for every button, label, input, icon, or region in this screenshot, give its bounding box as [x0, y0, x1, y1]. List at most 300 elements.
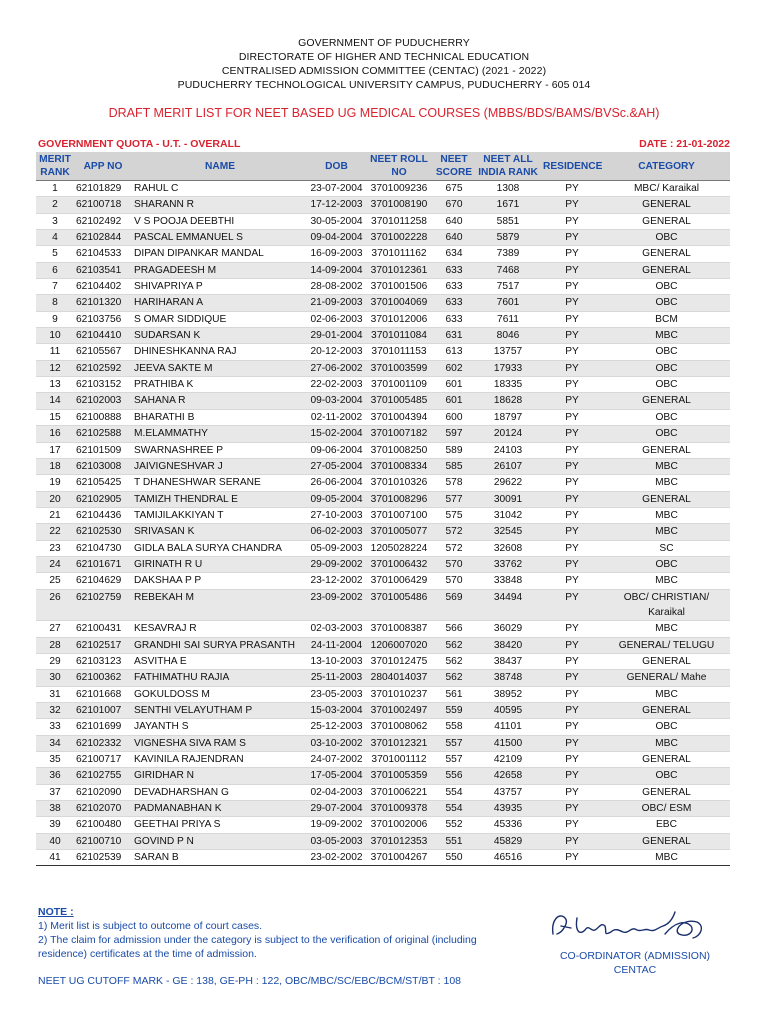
- cell-category: MBC: [603, 573, 730, 589]
- cell-app-no: 62104730: [74, 540, 132, 556]
- cell-merit-rank: 12: [36, 360, 74, 376]
- col-dob: DOB: [308, 152, 365, 181]
- cell-merit-rank: 25: [36, 573, 74, 589]
- cell-score: 554: [433, 801, 475, 817]
- cell-roll-no: 3701005077: [365, 524, 433, 540]
- cell-category: MBC: [603, 686, 730, 702]
- cell-app-no: 62103008: [74, 458, 132, 474]
- cell-roll-no: 3701012353: [365, 833, 433, 849]
- cell-merit-rank: 32: [36, 703, 74, 719]
- table-row: [36, 262, 730, 278]
- cell-residence: PY: [541, 475, 603, 491]
- cell-score: 572: [433, 524, 475, 540]
- cell-air: 46516: [475, 850, 541, 866]
- cell-app-no: 62103152: [74, 377, 132, 393]
- date-label: DATE : 21-01-2022: [639, 138, 730, 150]
- cell-roll-no: 3701011084: [365, 328, 433, 344]
- cell-score: 601: [433, 393, 475, 409]
- cell-air: 38437: [475, 653, 541, 669]
- note-line-1: 1) Merit list is subject to outcome of court cases.: [38, 920, 263, 932]
- cell-app-no: 62104629: [74, 573, 132, 589]
- cell-category: GENERAL: [603, 703, 730, 719]
- cell-name: JAIVIGNESHVAR J: [132, 458, 308, 474]
- cell-residence: PY: [541, 670, 603, 686]
- cell-score: 602: [433, 360, 475, 376]
- col-residence: RESIDENCE: [541, 152, 603, 181]
- table-row: [36, 328, 730, 344]
- cell-score: 569: [433, 589, 475, 621]
- cell-merit-rank: 3: [36, 213, 74, 229]
- cell-app-no: 62101320: [74, 295, 132, 311]
- signatory-org: CENTAC: [613, 964, 657, 976]
- table-row: [36, 442, 730, 458]
- cell-merit-rank: 9: [36, 311, 74, 327]
- cell-dob: 02-04-2003: [308, 784, 365, 800]
- cell-score: 562: [433, 653, 475, 669]
- cell-score: 577: [433, 491, 475, 507]
- cell-dob: 30-05-2004: [308, 213, 365, 229]
- cell-score: 550: [433, 850, 475, 866]
- cell-merit-rank: 5: [36, 246, 74, 262]
- cell-residence: PY: [541, 409, 603, 425]
- cell-category: MBC: [603, 524, 730, 540]
- cell-name: S OMAR SIDDIQUE: [132, 311, 308, 327]
- cell-residence: PY: [541, 703, 603, 719]
- cell-name: SENTHI VELAYUTHAM P: [132, 703, 308, 719]
- cell-name: SARAN B: [132, 850, 308, 866]
- cell-score: 597: [433, 426, 475, 442]
- cell-merit-rank: 7: [36, 279, 74, 295]
- cell-dob: 24-11-2004: [308, 637, 365, 653]
- cell-roll-no: 3701001506: [365, 279, 433, 295]
- table-row: [36, 279, 730, 295]
- cell-app-no: 62103123: [74, 653, 132, 669]
- cell-score: 613: [433, 344, 475, 360]
- cell-residence: PY: [541, 850, 603, 866]
- cell-name: PRAGADEESH M: [132, 262, 308, 278]
- table-row: [36, 491, 730, 507]
- cell-app-no: 62102759: [74, 589, 132, 621]
- cell-score: 675: [433, 181, 475, 197]
- cell-name: JEEVA SAKTE M: [132, 360, 308, 376]
- cell-dob: 20-12-2003: [308, 344, 365, 360]
- table-row: [36, 784, 730, 800]
- table-row: [36, 458, 730, 474]
- cell-roll-no: 3701010326: [365, 475, 433, 491]
- cell-roll-no: 3701007182: [365, 426, 433, 442]
- cell-score: 570: [433, 573, 475, 589]
- cell-air: 29622: [475, 475, 541, 491]
- cell-app-no: 62101829: [74, 181, 132, 197]
- cell-score: 601: [433, 377, 475, 393]
- cell-dob: 16-09-2003: [308, 246, 365, 262]
- cell-category: GENERAL: [603, 213, 730, 229]
- cell-merit-rank: 15: [36, 409, 74, 425]
- cell-name: M.ELAMMATHY: [132, 426, 308, 442]
- cell-residence: PY: [541, 573, 603, 589]
- cell-merit-rank: 26: [36, 589, 74, 621]
- cell-merit-rank: 2: [36, 197, 74, 213]
- cell-category: OBC: [603, 768, 730, 784]
- table-row: [36, 507, 730, 523]
- table-row: [36, 295, 730, 311]
- cell-roll-no: 3701005485: [365, 393, 433, 409]
- cell-air: 5879: [475, 230, 541, 246]
- cell-air: 38952: [475, 686, 541, 702]
- cell-roll-no: 3701011153: [365, 344, 433, 360]
- cell-name: REBEKAH M: [132, 589, 308, 621]
- cell-score: 559: [433, 703, 475, 719]
- cell-air: 43935: [475, 801, 541, 817]
- cell-air: 7601: [475, 295, 541, 311]
- cell-app-no: 62101699: [74, 719, 132, 735]
- table-row: [36, 524, 730, 540]
- cell-merit-rank: 19: [36, 475, 74, 491]
- cell-name: DEVADHARSHAN G: [132, 784, 308, 800]
- cell-merit-rank: 6: [36, 262, 74, 278]
- cell-merit-rank: 28: [36, 637, 74, 653]
- cell-name: KESAVRAJ R: [132, 621, 308, 637]
- cell-residence: PY: [541, 801, 603, 817]
- cell-residence: PY: [541, 458, 603, 474]
- cell-dob: 02-11-2002: [308, 409, 365, 425]
- table-row: [36, 409, 730, 425]
- cell-merit-rank: 36: [36, 768, 74, 784]
- cell-residence: PY: [541, 311, 603, 327]
- cell-app-no: 62102905: [74, 491, 132, 507]
- cell-app-no: 62102592: [74, 360, 132, 376]
- cell-dob: 19-09-2002: [308, 817, 365, 833]
- table-row: [36, 653, 730, 669]
- cell-category: OBC: [603, 719, 730, 735]
- cell-category: GENERAL: [603, 246, 730, 262]
- cell-dob: 25-12-2003: [308, 719, 365, 735]
- cell-score: 600: [433, 409, 475, 425]
- cell-app-no: 62100431: [74, 621, 132, 637]
- table-row: [36, 556, 730, 572]
- cell-app-no: 62103756: [74, 311, 132, 327]
- table-row: [36, 621, 730, 637]
- cell-merit-rank: 17: [36, 442, 74, 458]
- cell-roll-no: 3701012006: [365, 311, 433, 327]
- cell-residence: PY: [541, 637, 603, 653]
- table-row: [36, 768, 730, 784]
- cell-app-no: 62103541: [74, 262, 132, 278]
- cell-air: 8046: [475, 328, 541, 344]
- cell-category: MBC: [603, 475, 730, 491]
- cell-dob: 13-10-2003: [308, 653, 365, 669]
- cell-dob: 23-12-2002: [308, 573, 365, 589]
- cell-dob: 27-06-2002: [308, 360, 365, 376]
- table-row: [36, 719, 730, 735]
- cell-score: 585: [433, 458, 475, 474]
- cell-merit-rank: 20: [36, 491, 74, 507]
- cell-residence: PY: [541, 686, 603, 702]
- cell-roll-no: 3701008250: [365, 442, 433, 458]
- cell-app-no: 62100710: [74, 833, 132, 849]
- cell-app-no: 62102844: [74, 230, 132, 246]
- cell-air: 1308: [475, 181, 541, 197]
- cell-app-no: 62100888: [74, 409, 132, 425]
- cell-roll-no: 3701012361: [365, 262, 433, 278]
- cell-name: TAMIJILAKKIYAN T: [132, 507, 308, 523]
- table-row: [36, 833, 730, 849]
- cell-air: 40595: [475, 703, 541, 719]
- cell-roll-no: 3701009236: [365, 181, 433, 197]
- cell-roll-no: 1206007020: [365, 637, 433, 653]
- cell-name: GEETHAI PRIYA S: [132, 817, 308, 833]
- cell-residence: PY: [541, 426, 603, 442]
- cell-dob: 15-03-2004: [308, 703, 365, 719]
- cell-app-no: 62102530: [74, 524, 132, 540]
- cell-residence: PY: [541, 589, 603, 621]
- cell-dob: 17-05-2004: [308, 768, 365, 784]
- cell-roll-no: 2804014037: [365, 670, 433, 686]
- cell-dob: 09-05-2004: [308, 491, 365, 507]
- cell-merit-rank: 23: [36, 540, 74, 556]
- cell-category: BCM: [603, 311, 730, 327]
- cell-category: EBC: [603, 817, 730, 833]
- cell-dob: 29-07-2004: [308, 801, 365, 817]
- table-row: [36, 670, 730, 686]
- cell-category: GENERAL: [603, 833, 730, 849]
- col-app-no: APP NO: [74, 152, 132, 181]
- cell-residence: PY: [541, 621, 603, 637]
- cell-score: 640: [433, 230, 475, 246]
- cell-dob: 17-12-2003: [308, 197, 365, 213]
- cell-score: 570: [433, 556, 475, 572]
- cell-residence: PY: [541, 393, 603, 409]
- cell-roll-no: 3701008334: [365, 458, 433, 474]
- cell-category: GENERAL: [603, 262, 730, 278]
- cell-roll-no: 3701005486: [365, 589, 433, 621]
- cell-air: 17933: [475, 360, 541, 376]
- cell-category: MBC: [603, 328, 730, 344]
- cell-score: 572: [433, 540, 475, 556]
- table-row: [36, 817, 730, 833]
- cell-roll-no: 1205028224: [365, 540, 433, 556]
- cell-score: 557: [433, 735, 475, 751]
- cell-app-no: 62105425: [74, 475, 132, 491]
- cell-residence: PY: [541, 507, 603, 523]
- cell-air: 45336: [475, 817, 541, 833]
- cell-score: 556: [433, 768, 475, 784]
- cell-app-no: 62104410: [74, 328, 132, 344]
- table-row: [36, 246, 730, 262]
- cell-air: 7468: [475, 262, 541, 278]
- cell-name: BHARATHI B: [132, 409, 308, 425]
- cell-category: OBC: [603, 295, 730, 311]
- cell-app-no: 62105567: [74, 344, 132, 360]
- table-header-row: [36, 152, 730, 181]
- cell-residence: PY: [541, 246, 603, 262]
- cell-category: MBC: [603, 850, 730, 866]
- cell-app-no: 62101509: [74, 442, 132, 458]
- cell-dob: 23-07-2004: [308, 181, 365, 197]
- cell-merit-rank: 22: [36, 524, 74, 540]
- cell-merit-rank: 38: [36, 801, 74, 817]
- cell-residence: PY: [541, 213, 603, 229]
- cell-air: 31042: [475, 507, 541, 523]
- cell-residence: PY: [541, 524, 603, 540]
- cell-name: FATHIMATHU RAJIA: [132, 670, 308, 686]
- cell-roll-no: 3701009378: [365, 801, 433, 817]
- cell-residence: PY: [541, 197, 603, 213]
- cell-category: MBC: [603, 507, 730, 523]
- cell-app-no: 62102588: [74, 426, 132, 442]
- cell-roll-no: 3701004394: [365, 409, 433, 425]
- cell-merit-rank: 35: [36, 752, 74, 768]
- cell-score: 552: [433, 817, 475, 833]
- cell-merit-rank: 24: [36, 556, 74, 572]
- cell-merit-rank: 31: [36, 686, 74, 702]
- cell-app-no: 62102003: [74, 393, 132, 409]
- cell-dob: 23-05-2003: [308, 686, 365, 702]
- cell-merit-rank: 11: [36, 344, 74, 360]
- cell-dob: 02-06-2003: [308, 311, 365, 327]
- cell-name: VIGNESHA SIVA RAM S: [132, 735, 308, 751]
- cell-score: 633: [433, 262, 475, 278]
- cell-app-no: 62102070: [74, 801, 132, 817]
- table-row: [36, 181, 730, 197]
- cell-merit-rank: 30: [36, 670, 74, 686]
- cell-residence: PY: [541, 262, 603, 278]
- cell-residence: PY: [541, 442, 603, 458]
- cell-merit-rank: 33: [36, 719, 74, 735]
- cell-category: GENERAL: [603, 784, 730, 800]
- cell-roll-no: 3701001112: [365, 752, 433, 768]
- cell-residence: PY: [541, 230, 603, 246]
- cell-score: 633: [433, 295, 475, 311]
- cell-name: T DHANESHWAR SERANE: [132, 475, 308, 491]
- cell-merit-rank: 40: [36, 833, 74, 849]
- cell-roll-no: 3701008190: [365, 197, 433, 213]
- cell-app-no: 62100718: [74, 197, 132, 213]
- quota-label: GOVERNMENT QUOTA - U.T. - OVERALL: [38, 138, 241, 150]
- table-row: [36, 850, 730, 866]
- table-row: [36, 213, 730, 229]
- cell-category: GENERAL: [603, 752, 730, 768]
- cell-score: 558: [433, 719, 475, 735]
- cell-residence: PY: [541, 719, 603, 735]
- cell-merit-rank: 21: [36, 507, 74, 523]
- cell-residence: PY: [541, 817, 603, 833]
- cell-residence: PY: [541, 181, 603, 197]
- cell-roll-no: 3701012475: [365, 653, 433, 669]
- cell-app-no: 62101007: [74, 703, 132, 719]
- cell-air: 5851: [475, 213, 541, 229]
- merit-list-table: [36, 152, 730, 866]
- cell-category: MBC: [603, 735, 730, 751]
- cell-air: 42109: [475, 752, 541, 768]
- cell-score: 562: [433, 637, 475, 653]
- cell-dob: 09-03-2004: [308, 393, 365, 409]
- cell-dob: 09-06-2004: [308, 442, 365, 458]
- cell-app-no: 62104533: [74, 246, 132, 262]
- cell-category: GENERAL: [603, 442, 730, 458]
- cell-air: 43757: [475, 784, 541, 800]
- cell-name: DIPAN DIPANKAR MANDAL: [132, 246, 308, 262]
- cell-residence: PY: [541, 344, 603, 360]
- cell-app-no: 62101668: [74, 686, 132, 702]
- cell-category: OBC/ ESM: [603, 801, 730, 817]
- cell-merit-rank: 14: [36, 393, 74, 409]
- cell-merit-rank: 27: [36, 621, 74, 637]
- cell-residence: PY: [541, 833, 603, 849]
- cell-name: SHIVAPRIYA P: [132, 279, 308, 295]
- cell-air: 18628: [475, 393, 541, 409]
- note-line-2: 2) The claim for admission under the category is subject to the verification of original (including residence) certificates at the time of admission.: [38, 934, 477, 960]
- cell-dob: 22-02-2003: [308, 377, 365, 393]
- table-row: [36, 197, 730, 213]
- cell-score: 633: [433, 279, 475, 295]
- cell-air: 32545: [475, 524, 541, 540]
- cell-name: PRATHIBA K: [132, 377, 308, 393]
- cell-merit-rank: 4: [36, 230, 74, 246]
- cell-dob: 26-06-2004: [308, 475, 365, 491]
- cell-roll-no: 3701002006: [365, 817, 433, 833]
- cell-roll-no: 3701006429: [365, 573, 433, 589]
- cell-air: 33762: [475, 556, 541, 572]
- document-subtitle: DRAFT MERIT LIST FOR NEET BASED UG MEDICAL COURSES (MBBS/BDS/BAMS/BVSc.&AH): [108, 106, 660, 120]
- cell-category: GENERAL: [603, 393, 730, 409]
- cell-app-no: 62102332: [74, 735, 132, 751]
- cell-residence: PY: [541, 328, 603, 344]
- cell-roll-no: 3701005359: [365, 768, 433, 784]
- cell-score: 551: [433, 833, 475, 849]
- cell-score: 640: [433, 213, 475, 229]
- cell-residence: PY: [541, 295, 603, 311]
- cell-name: DAKSHAA P P: [132, 573, 308, 589]
- cell-roll-no: 3701011258: [365, 213, 433, 229]
- cell-score: 578: [433, 475, 475, 491]
- cell-dob: 29-09-2002: [308, 556, 365, 572]
- cell-roll-no: 3701002497: [365, 703, 433, 719]
- cell-category: OBC: [603, 409, 730, 425]
- col-name: NAME: [132, 152, 308, 181]
- table-row: [36, 735, 730, 751]
- table-row: [36, 573, 730, 589]
- cell-dob: 03-10-2002: [308, 735, 365, 751]
- cell-name: JAYANTH S: [132, 719, 308, 735]
- cell-name: SHARANN R: [132, 197, 308, 213]
- cell-roll-no: 3701003599: [365, 360, 433, 376]
- cell-roll-no: 3701002228: [365, 230, 433, 246]
- cell-score: 557: [433, 752, 475, 768]
- cell-residence: PY: [541, 279, 603, 295]
- cell-name: PADMANABHAN K: [132, 801, 308, 817]
- cell-score: 589: [433, 442, 475, 458]
- cell-dob: 15-02-2004: [308, 426, 365, 442]
- cell-name: GRANDHI SAI SURYA PRASANTH: [132, 637, 308, 653]
- signatory-block: [540, 949, 730, 977]
- cell-category: OBC: [603, 360, 730, 376]
- cell-merit-rank: 13: [36, 377, 74, 393]
- cell-roll-no: 3701011162: [365, 246, 433, 262]
- cell-name: SRIVASAN K: [132, 524, 308, 540]
- cell-app-no: 62101671: [74, 556, 132, 572]
- cell-name: ASVITHA E: [132, 653, 308, 669]
- col-air: NEET ALL INDIA RANK: [475, 152, 541, 181]
- cell-name: GIDLA BALA SURYA CHANDRA: [132, 540, 308, 556]
- cell-dob: 23-09-2002: [308, 589, 365, 621]
- cell-score: 554: [433, 784, 475, 800]
- signature-image: [545, 904, 715, 950]
- cell-dob: 27-10-2003: [308, 507, 365, 523]
- cell-air: 18335: [475, 377, 541, 393]
- table-row: [36, 377, 730, 393]
- cell-app-no: 62102539: [74, 850, 132, 866]
